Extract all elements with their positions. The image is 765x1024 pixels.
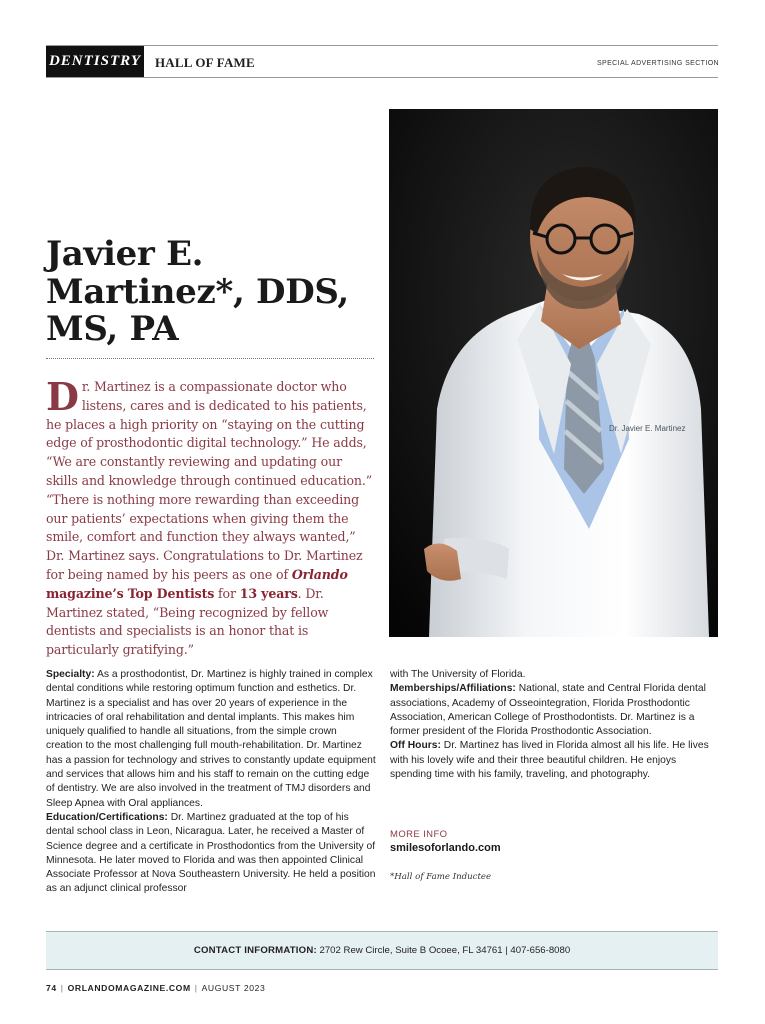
memberships-text: National, state and Central Florida dental associations, Academy of Osseointegration, Florida Prosthodontic Association, American College of Prosthodontists. Dr. Martinez is a former president of the Florida Prosthodontic Association. — [390, 683, 706, 738]
intro-text-1: r. Martinez is a compassionate doctor who listens, cares and is dedicated to his patients, he places a high priority on “staying on the cutting edge of prosthodontic digital technology.” He adds, “We are constantly reviewing and updating our skills and knowledge through continued education.” “There is nothing more rewarding than exceeding our patients’ expectations when giving them the smile, comfort and function they always wanted,” Dr. Martinez says. Congratulations to Dr. Martinez for being named by his peers as one of — [46, 379, 373, 582]
category-label: DENTISTRY — [46, 46, 144, 77]
memberships-label: Memberships/Affiliations: — [390, 683, 516, 695]
page-footer — [46, 983, 265, 993]
doctor-name-heading — [46, 236, 366, 349]
contact-details: 2702 Rew Circle, Suite B Ocoee, FL 34761 | 407-656-8080 — [316, 945, 571, 956]
body-left-column — [46, 668, 376, 897]
hall-of-fame-footnote: *Hall of Fame Inductee — [390, 872, 492, 882]
intro-text-3: . Dr. Martinez stated, “Being recognized by fellow dentists and specialists is an honor that is particularly gratifying.” — [46, 585, 329, 658]
contact-label: CONTACT INFORMATION: — [193, 945, 317, 956]
title-line-1: Javier E. — [46, 234, 204, 274]
intro-text-2: for — [214, 585, 240, 601]
award-years: 13 years — [239, 585, 298, 601]
title-line-2: Martinez*, DDS, — [46, 271, 349, 312]
footer-site: ORLANDOMAGAZINE.COM — [67, 983, 191, 993]
dotted-divider — [46, 358, 374, 359]
intro-paragraph — [46, 374, 376, 660]
section-title: HALL OF FAME — [155, 55, 255, 70]
coat-embroidery: Dr. Javier E. Martinez — [609, 424, 686, 433]
specialty-paragraph — [46, 668, 376, 811]
footer-separator: | — [194, 983, 198, 993]
top-rule — [46, 45, 718, 46]
offhours-label: Off Hours: — [390, 740, 441, 752]
specialty-label: Specialty: — [46, 669, 95, 680]
education-paragraph — [46, 811, 376, 897]
header-rule — [46, 77, 718, 78]
page-number: 74 — [46, 983, 57, 993]
drop-cap: D — [46, 374, 79, 419]
education-text: Dr. Martinez graduated at the top of his dental school class in Leon, Nicaragua. Later, he received a Master of Science degree and a certificate in Prosthodontics from the University of Minnesota. He later moved to Florida and was then appointed Clinical Associate Professor at Nova Southeastern University. He held a position as an adjunct clinical professor — [46, 811, 376, 895]
footer-date: AUGUST 2023 — [201, 983, 266, 993]
portrait-illustration — [389, 109, 718, 637]
award-name: magazine’s Top Dentists — [46, 585, 215, 601]
contact-bar — [46, 931, 718, 970]
magazine-name: Orlando — [291, 566, 348, 582]
offhours-paragraph — [390, 739, 718, 782]
memberships-paragraph — [390, 682, 718, 739]
title-line-3: MS, PA — [46, 309, 179, 349]
more-info-label: MORE INFO — [390, 829, 448, 840]
specialty-text: As a prosthodontist, Dr. Martinez is highly trained in complex dental conditions while restoring optimum function and esthetics. Dr. Martinez is a specialist and has over 20 years of experience in the intricacies of oral rehabilitation and dental implants. This makes him uniquely qualified to handle all situations, from the simple crown creation to the most challenging full mouth-rehabilitation. Dr. Martinez has a passion for technology and strives to constantly update equipment and services that allows him and his staff to remain on the cutting edge of dentistry. We are also involved in the treatment of TMJ disorders and Sleep Apnea with Oral appliances. — [46, 669, 376, 809]
education-label: Education/Certifications: — [46, 811, 168, 823]
offhours-text: Dr. Martinez has lived in Florida almost all his life. He lives with his lovely wife and their three beautiful children. He enjoys spending time with his family, traveling, and photography. — [390, 740, 709, 781]
education-continued: with The University of Florida. — [390, 669, 526, 680]
special-section-label: SPECIAL ADVERTISING SECTION — [596, 60, 719, 67]
footer-separator: | — [60, 983, 64, 993]
portrait-photo — [389, 109, 718, 637]
body-right-column — [390, 668, 718, 782]
website-link[interactable]: smilesoforlando.com — [390, 842, 501, 854]
